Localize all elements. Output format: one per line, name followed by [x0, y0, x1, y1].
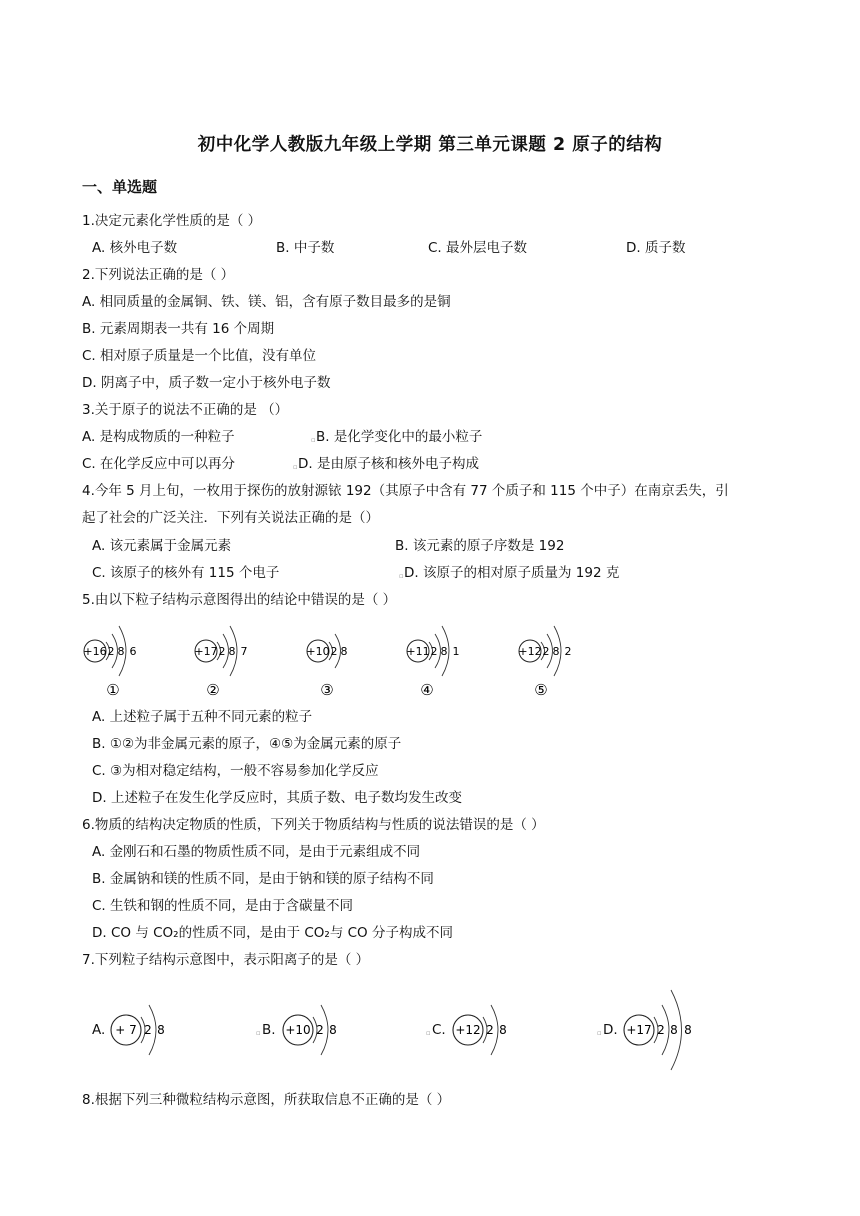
- q1-option-d: D. 质子数: [626, 240, 686, 256]
- q7-diagram-d: [621, 978, 711, 1078]
- shell-electrons: 2: [107, 645, 115, 658]
- q2-option-c: C. 相对原子质量是一个比值，没有单位: [82, 348, 317, 364]
- diagram-label: ①: [106, 681, 120, 699]
- q5-option-b: B. ①②为非金属元素的原子，④⑤为金属元素的原子: [92, 736, 402, 752]
- q2-option-a: A. 相同质量的金属铜、铁、镁、铝，含有原子数目最多的是铜: [82, 294, 451, 310]
- q7-diagram-c: [450, 985, 530, 1075]
- q6-option-c: C. 生铁和钢的性质不同，是由于含碳量不同: [92, 898, 354, 914]
- nucleus-label: +12: [455, 1023, 481, 1037]
- q4-option-a: A. 该元素属于金属元素: [92, 538, 232, 554]
- q4-option-b: B. 该元素的原子序数是 192: [395, 538, 565, 554]
- q6-stem: 6.物质的结构决定物质的性质，下列关于物质结构与性质的说法错误的是（ ）: [82, 817, 545, 833]
- q6-option-d: D. CO 与 CO₂的性质不同，是由于 CO₂与 CO 分子构成不同: [92, 925, 453, 941]
- q2-option-b: B. 元素周期表一共有 16 个周期: [82, 321, 275, 337]
- shell-electrons: 8: [157, 1023, 165, 1037]
- shell-electrons: 2: [657, 1023, 665, 1037]
- shell-electrons: 7: [240, 645, 248, 658]
- shell-electrons: 8: [117, 645, 125, 658]
- q5-option-a: A. 上述粒子属于五种不同元素的粒子: [92, 709, 313, 725]
- q3-option-a: A. 是构成物质的一种粒子: [82, 429, 235, 445]
- q1-option-a: A. 核外电子数: [92, 240, 178, 256]
- q3-option-b: B. 是化学变化中的最小粒子: [316, 429, 483, 445]
- q7-option-a-letter: A.: [92, 1022, 106, 1038]
- shell-electrons: 8: [684, 1023, 692, 1037]
- q2-option-d: D. 阴离子中，质子数一定小于核外电子数: [82, 375, 331, 391]
- page-title: 初中化学人教版九年级上学期 第三单元课题 2 原子的结构: [197, 135, 663, 155]
- nucleus-label: +12: [518, 645, 542, 658]
- shell-electrons: 8: [228, 645, 236, 658]
- diagram-label: ④: [420, 681, 434, 699]
- q5-diagram-5: [517, 612, 587, 702]
- q3-option-c: C. 在化学反应中可以再分: [82, 456, 236, 472]
- nucleus-label: +10: [306, 645, 330, 658]
- shell-electrons: 8: [329, 1023, 337, 1037]
- shell-electrons: 2: [564, 645, 572, 658]
- q6-option-b: B. 金属钠和镁的性质不同，是由于钠和镁的原子结构不同: [92, 871, 434, 887]
- q5-diagram-4: [405, 612, 475, 702]
- nucleus-label: +16: [83, 645, 107, 658]
- q5-diagram-2: [193, 612, 263, 702]
- shell-electrons: 8: [340, 645, 348, 658]
- shell-electrons: 2: [218, 645, 226, 658]
- q4-option-c: C. 该原子的核外有 115 个电子: [92, 565, 280, 581]
- q5-diagram-3: [305, 612, 375, 702]
- q5-option-d: D. 上述粒子在发生化学反应时，其质子数、电子数均发生改变: [92, 790, 462, 806]
- nucleus-label: +10: [285, 1023, 311, 1037]
- q7-option-b-letter: B.: [262, 1022, 276, 1038]
- shell-electrons: 2: [486, 1023, 494, 1037]
- diagram-label: ⑤: [534, 681, 548, 699]
- option-marker-icon: ▫: [256, 1029, 261, 1037]
- option-marker-icon: ▫: [399, 572, 404, 580]
- nucleus-label: +11: [406, 645, 430, 658]
- shell-electrons: 8: [499, 1023, 507, 1037]
- shell-electrons: 8: [670, 1023, 678, 1037]
- shell-electrons: 2: [542, 645, 550, 658]
- diagram-label: ②: [206, 681, 220, 699]
- diagram-label: ③: [320, 681, 334, 699]
- q5-option-c: C. ③为相对稳定结构，一般不容易参加化学反应: [92, 763, 379, 779]
- q5-stem: 5.由以下粒子结构示意图得出的结论中错误的是（ ）: [82, 592, 397, 608]
- option-marker-icon: ▫: [426, 1029, 431, 1037]
- q7-option-d-letter: D.: [603, 1022, 618, 1038]
- q4-stem-line1: 4.今年 5 月上旬，一枚用于探伤的放射源铱 192（其原子中含有 77 个质子和 115 个中子）在南京丢失，引: [82, 483, 729, 499]
- q5-diagram-1: [82, 612, 152, 702]
- q3-option-d: D. 是由原子核和核外电子构成: [298, 456, 479, 472]
- q1-stem: 1.决定元素化学性质的是（ ）: [82, 213, 262, 229]
- q7-stem: 7.下列粒子结构示意图中，表示阳离子的是（ ）: [82, 952, 370, 968]
- option-marker-icon: ▫: [597, 1029, 602, 1037]
- nucleus-label: + 7: [115, 1023, 137, 1037]
- q1-option-c: C. 最外层电子数: [428, 240, 528, 256]
- q4-stem-line2: 起了社会的广泛关注．下列有关说法正确的是（）: [82, 510, 379, 526]
- shell-electrons: 8: [552, 645, 560, 658]
- option-marker-icon: ▫: [311, 436, 316, 444]
- shell-electrons: 2: [430, 645, 438, 658]
- q3-stem: 3.关于原子的说法不正确的是 （）: [82, 402, 289, 418]
- shell-electrons: 6: [129, 645, 137, 658]
- option-marker-icon: ▫: [293, 463, 298, 471]
- q7-diagram-b: [280, 985, 360, 1075]
- nucleus-label: +17: [626, 1023, 652, 1037]
- section-heading: 一、单选题: [82, 178, 158, 196]
- q6-option-a: A. 金刚石和石墨的物质性质不同，是由于元素组成不同: [92, 844, 421, 860]
- q2-stem: 2.下列说法正确的是（ ）: [82, 267, 235, 283]
- q4-option-d: D. 该原子的相对原子质量为 192 克: [404, 565, 620, 581]
- shell-electrons: 1: [452, 645, 460, 658]
- q7-diagram-a: [108, 985, 188, 1075]
- q7-option-c-letter: C.: [432, 1022, 446, 1038]
- shell-electrons: 2: [144, 1023, 152, 1037]
- shell-electrons: 2: [316, 1023, 324, 1037]
- shell-electrons: 2: [330, 645, 338, 658]
- shell-electrons: 8: [440, 645, 448, 658]
- q8-stem: 8.根据下列三种微粒结构示意图，所获取信息不正确的是（ ）: [82, 1092, 451, 1108]
- nucleus-label: +17: [194, 645, 218, 658]
- q1-option-b: B. 中子数: [276, 240, 335, 256]
